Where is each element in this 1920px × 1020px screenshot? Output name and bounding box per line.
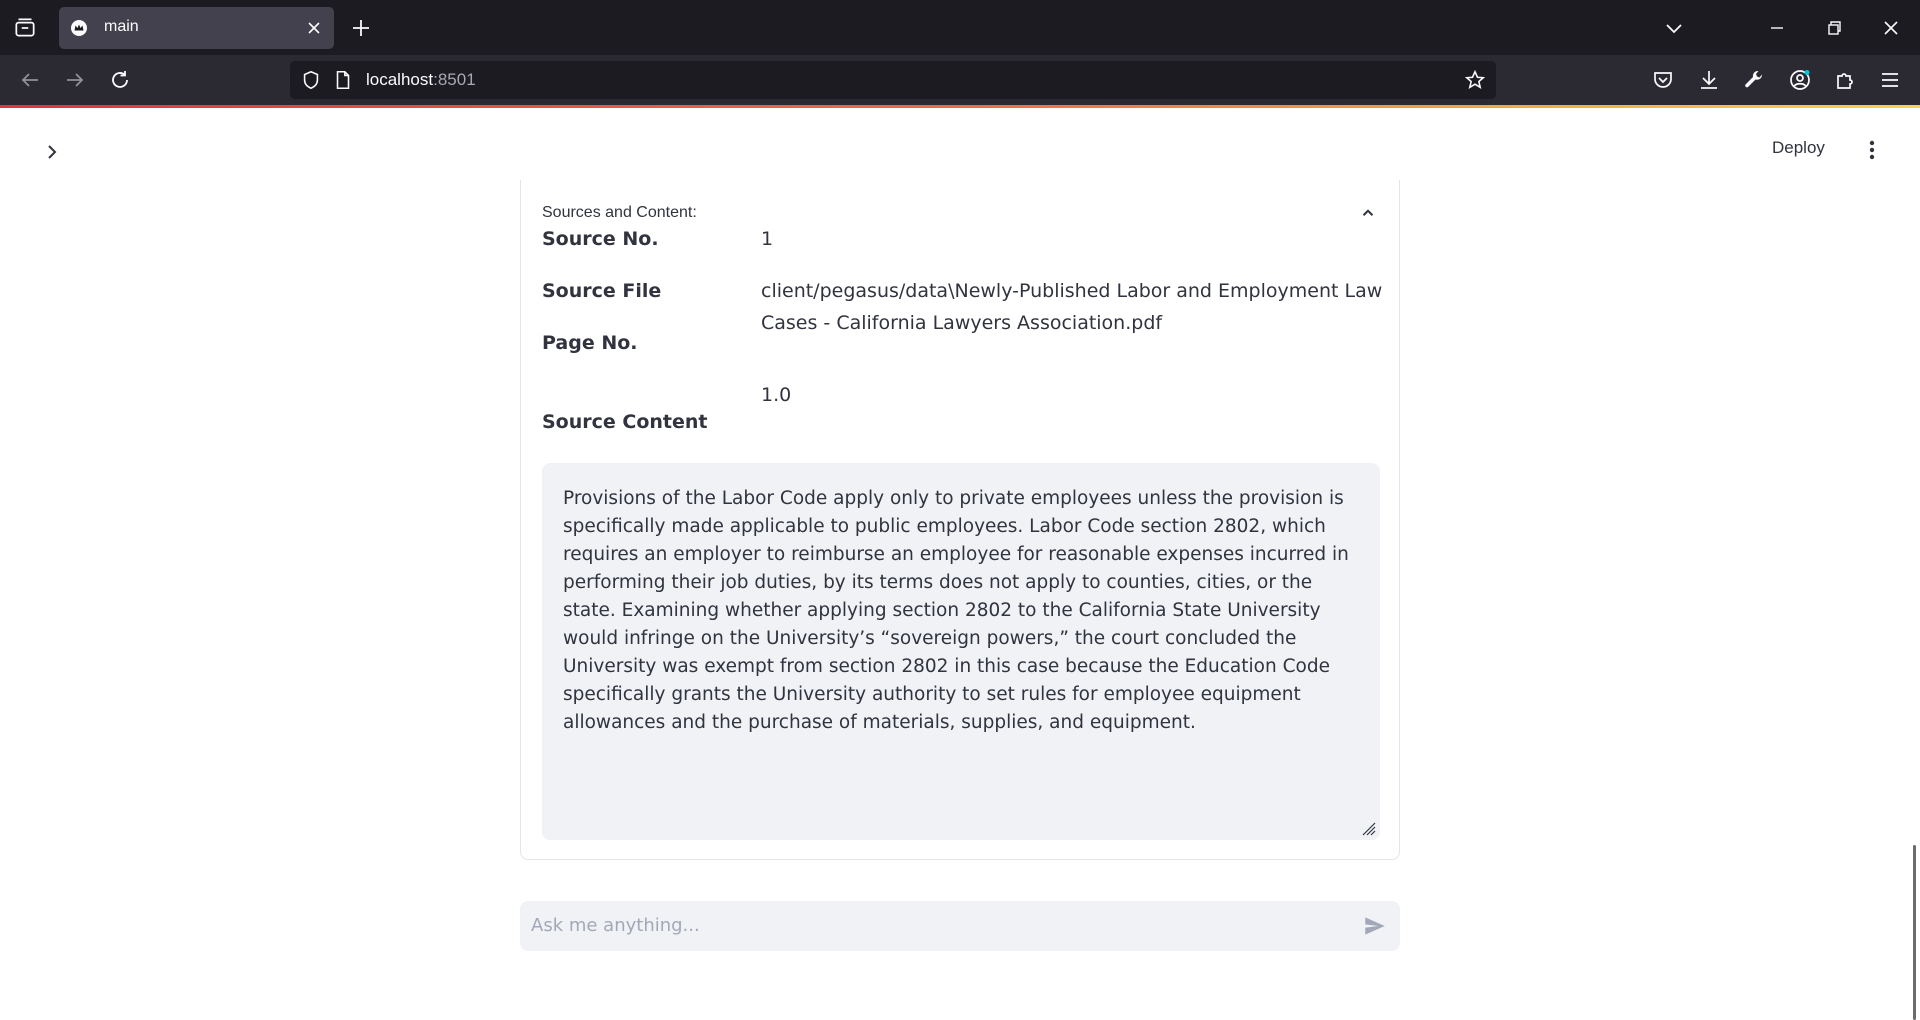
sources-expander [520,180,1400,860]
resize-handle-icon[interactable] [1360,820,1376,836]
tab-title: main [104,18,139,35]
download-icon[interactable] [1697,68,1721,92]
close-window-icon[interactable] [1879,16,1903,40]
streamlit-crown-icon [71,20,87,36]
forward-arrow-icon[interactable] [63,68,87,92]
shield-icon[interactable] [300,69,322,91]
url-bar[interactable] [290,61,1496,99]
extensions-puzzle-icon[interactable] [1833,68,1857,92]
source-no-label: Source No. [542,228,659,250]
deploy-button[interactable]: Deploy [1772,138,1825,157]
page-info-icon[interactable] [332,69,354,91]
expand-sidebar-chevron-icon[interactable] [40,140,64,164]
source-no-value: 1 [761,228,774,250]
back-arrow-icon[interactable] [18,68,42,92]
new-tab-plus-icon[interactable] [349,16,373,40]
page-no-value: 1.0 [761,384,792,406]
browser-tab-bar [0,0,1920,55]
page-no-label: Page No. [542,332,638,354]
url-text: localhost:8501 [366,70,476,89]
account-icon[interactable] [1788,68,1812,92]
pocket-icon[interactable] [1651,68,1675,92]
send-icon[interactable] [1362,913,1388,939]
page-scrollbar[interactable] [1913,845,1916,1020]
browser-toolbar [0,55,1920,105]
chevron-down-icon[interactable] [1662,16,1686,40]
hamburger-menu-icon[interactable] [1878,68,1902,92]
close-tab-icon[interactable] [304,18,324,38]
main-menu-kebab-icon[interactable] [1860,138,1884,162]
source-content-label: Source Content [542,411,708,433]
chat-input[interactable] [520,901,1400,951]
source-file-value: client/pegasus/data\Newly-Published Labor and Employment Law Cases - California Lawyers Association.pdf [761,280,1383,334]
source-content-textarea[interactable] [542,463,1380,840]
bookmark-star-icon[interactable] [1464,69,1486,91]
minimize-icon[interactable] [1765,16,1789,40]
tab-list-icon[interactable] [12,15,38,41]
browser-tab-main[interactable] [59,7,334,49]
wrench-icon[interactable] [1742,68,1766,92]
restore-window-icon[interactable] [1822,16,1846,40]
chevron-up-icon[interactable] [1359,204,1377,222]
expander-header[interactable]: Sources and Content: [542,204,697,221]
app-main [0,108,1920,1020]
chat-input-placeholder: Ask me anything... [531,915,700,936]
reload-icon[interactable] [108,68,132,92]
source-content-text: Provisions of the Labor Code apply only to private employees unless the provision is specifically made applicable to public employees. Labor Code section 2802, which requires an employer to reimburse an employee for reasonable expenses incurred in performing their job duties, by its terms does not apply to counties, cities, or the state. Examining whether applying section 2802 to the California State University would infringe on the University’s “sovereign powers,” the court concluded the University was exempt from section 2802 in this case because the Education Code specifically grants the University authority to set rules for employee equipment allowances and the purchase of materials, supplies, and equipment. [563,488,1349,733]
source-file-label: Source File [542,280,662,302]
